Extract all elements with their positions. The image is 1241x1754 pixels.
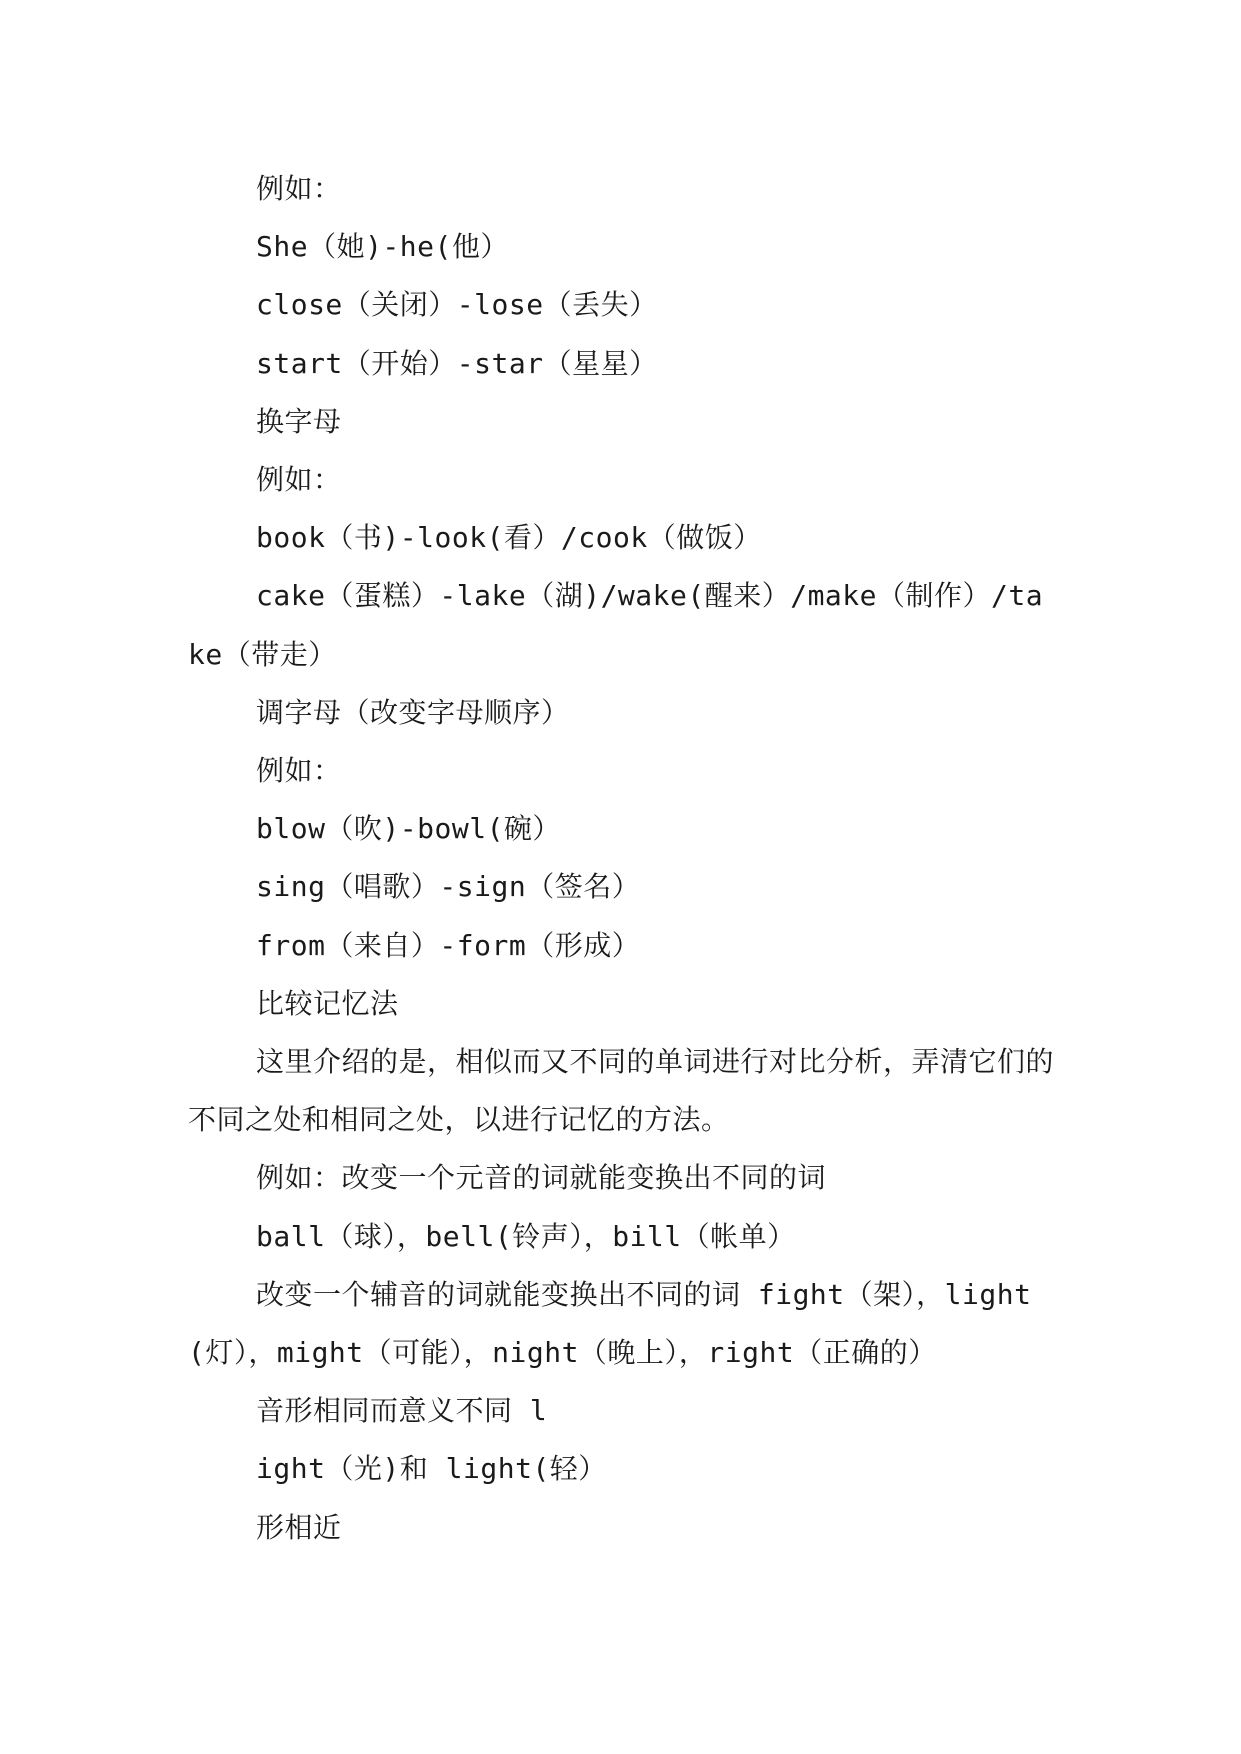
paragraph: 形相近 <box>256 1510 342 1544</box>
paragraph: ball（球），bell(铃声），bill（帐单） <box>256 1219 796 1253</box>
paragraph: book（书)-look(看）/cook（做饭） <box>256 521 762 555</box>
paragraph: blow（吹)-bowl(碗） <box>256 812 561 846</box>
section-heading: 比较记忆法 <box>256 986 399 1020</box>
section-heading: 调字母（改变字母顺序） <box>256 695 570 729</box>
paragraph: from（来自）-form（形成） <box>256 928 641 962</box>
paragraph: 例如： <box>256 172 342 205</box>
paragraph: 这里介绍的是，相似而又不同的单词进行对比分析，弄清它们的不同之处和相同之处，以进行记忆的方法。 <box>188 1045 1055 1137</box>
paragraph: 例如： <box>256 754 342 788</box>
paragraph: close（关闭）-lose（丢失） <box>256 288 658 322</box>
paragraph: 音形相同而意义不同 l <box>256 1394 548 1428</box>
paragraph: She（她)-he(他） <box>256 230 509 264</box>
paragraph: cake（蛋糕）-lake（湖)/wake(醒来）/make（制作）/take（带走） <box>188 579 1044 671</box>
paragraph: 例如：改变一个元音的词就能变换出不同的词 <box>256 1161 827 1195</box>
paragraph: 改变一个辅音的词就能变换出不同的词 fight（架），light(灯），might（可能），night（晚上），right（正确的） <box>188 1277 1032 1370</box>
section-heading: 换字母 <box>256 404 342 438</box>
paragraph: sing（唱歌）-sign（签名） <box>256 870 641 904</box>
paragraph: ight（光)和 light(轻） <box>256 1452 607 1486</box>
document-body <box>188 160 1058 1557</box>
paragraph: 例如： <box>256 463 342 497</box>
paragraph: start（开始）-star（星星） <box>256 346 658 380</box>
